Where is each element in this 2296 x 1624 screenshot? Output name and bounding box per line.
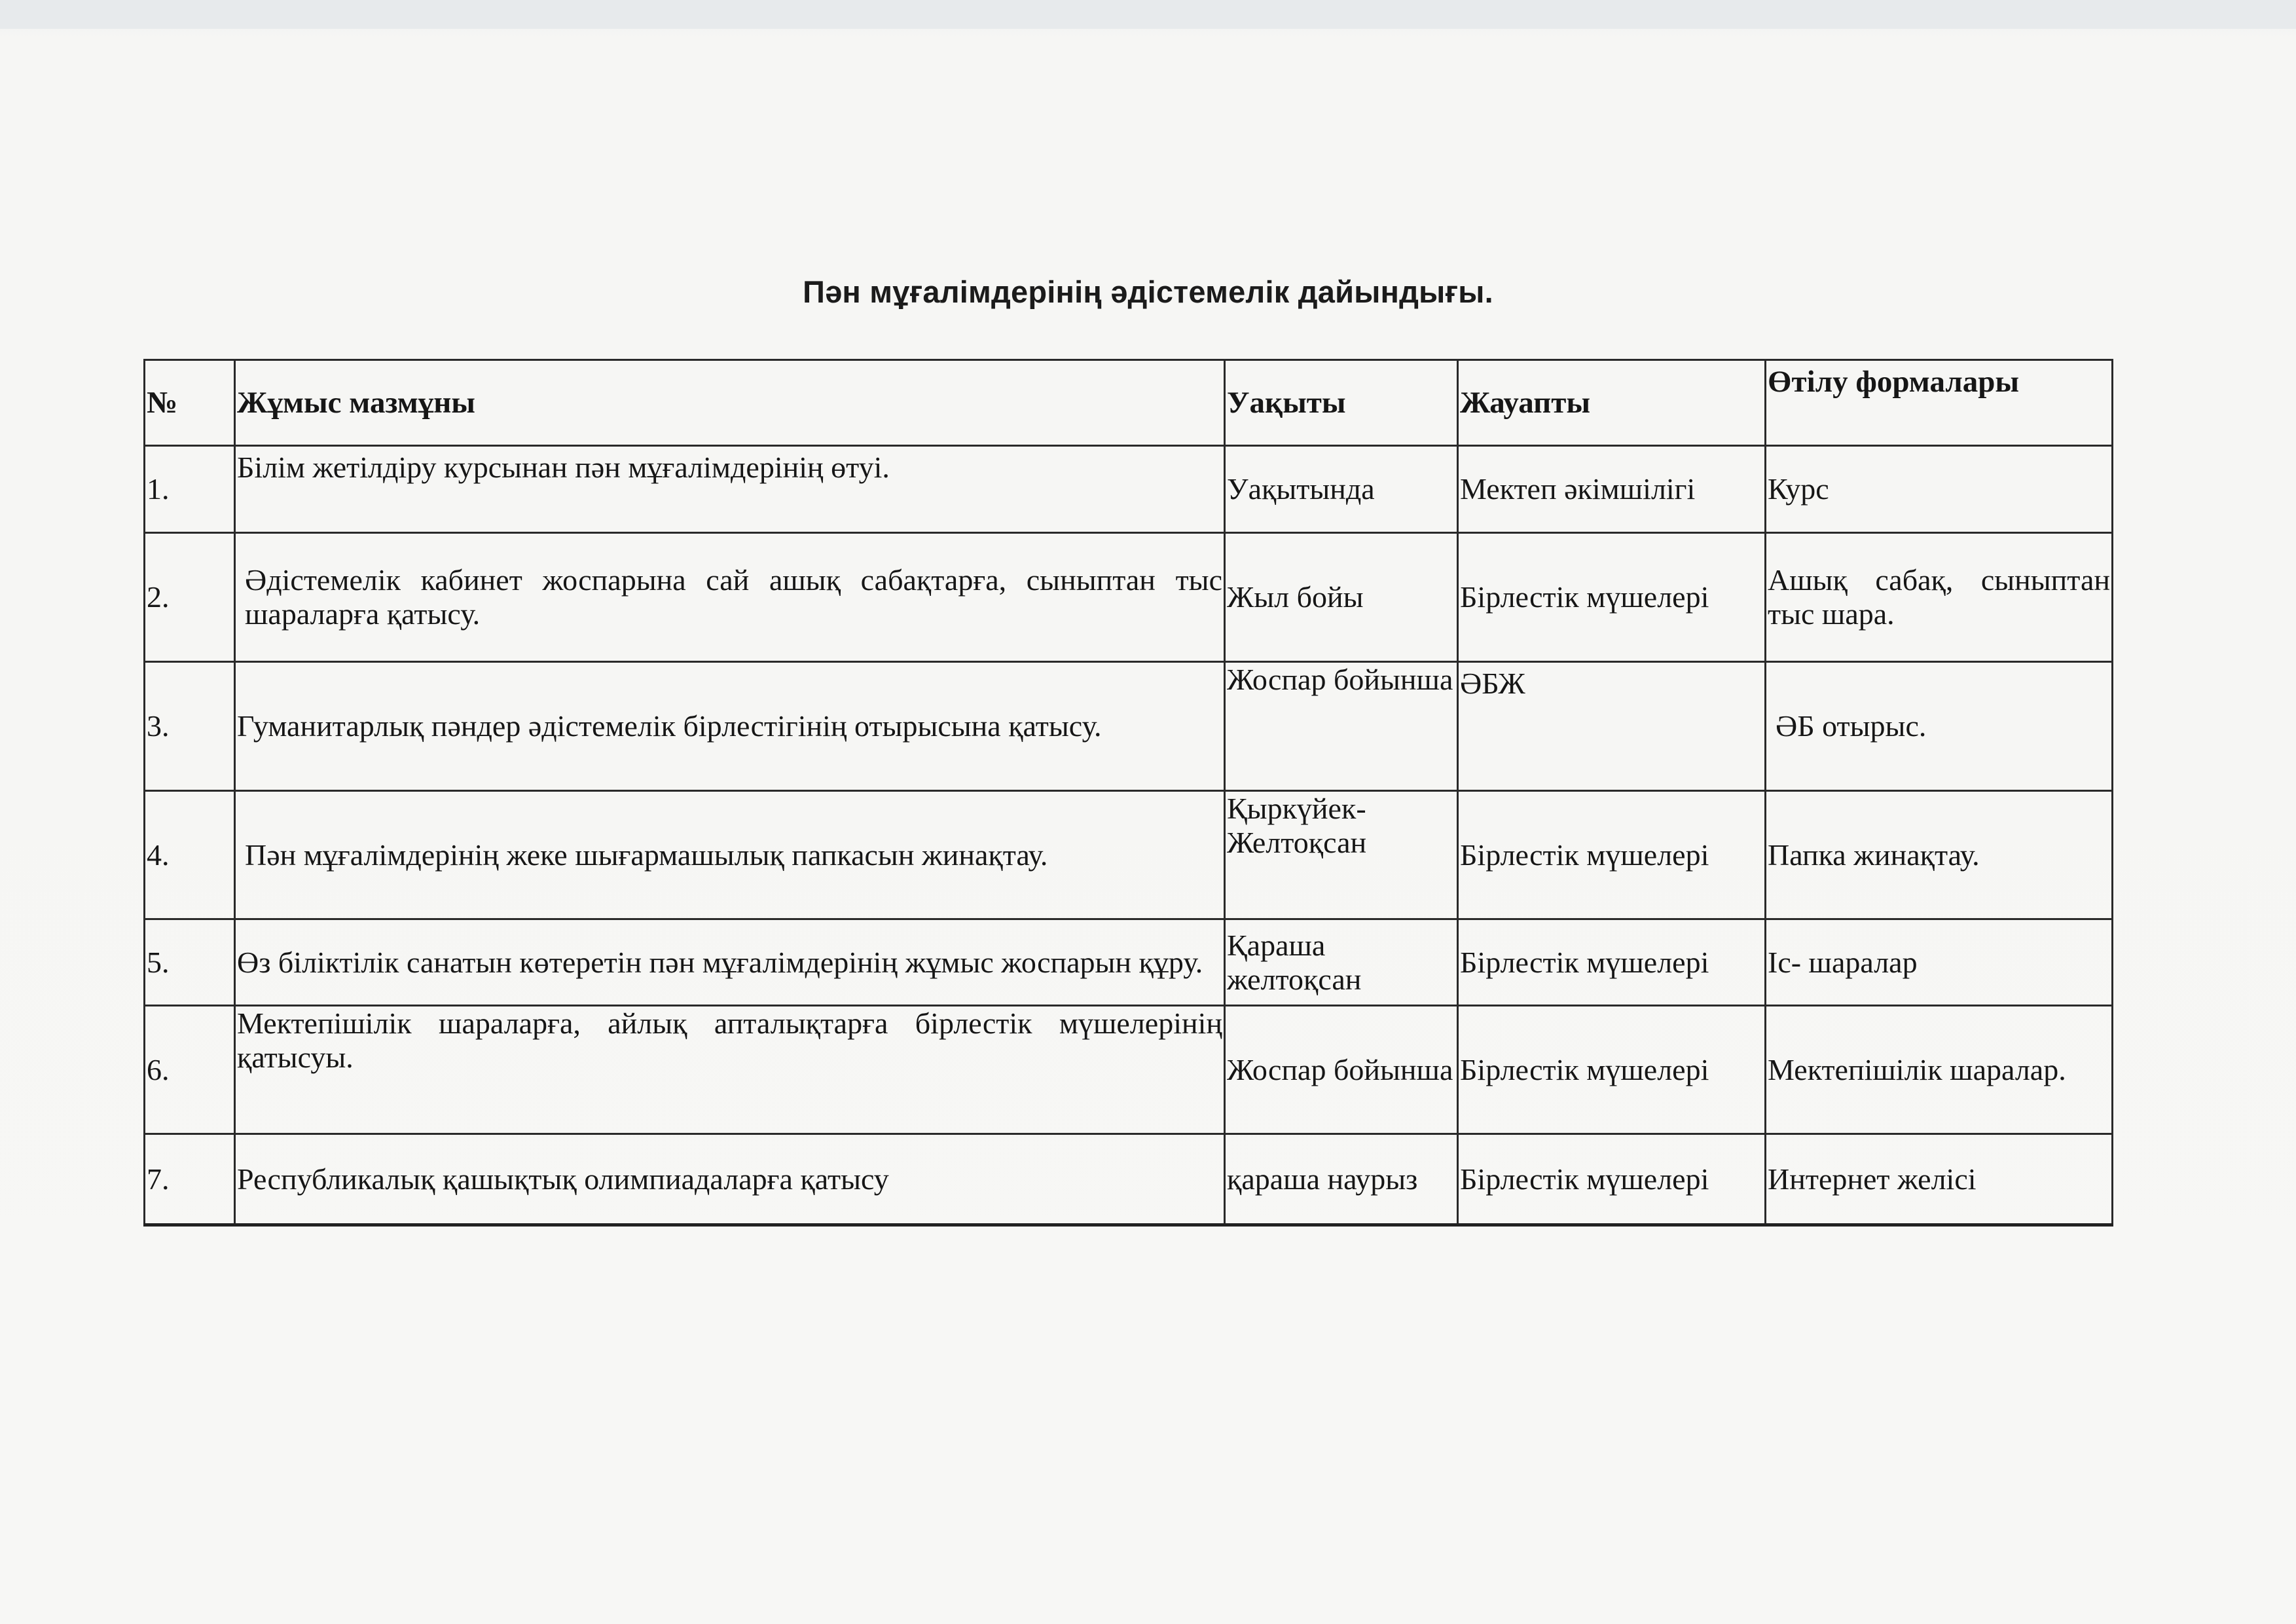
table-row (145, 533, 2113, 662)
cell-time: қараша наурыз (1225, 1134, 1458, 1225)
cell-responsible: Бірлестік мүшелері (1458, 533, 1766, 662)
cell-responsible: Бірлестік мүшелері (1458, 1134, 1766, 1225)
cell-content: Гуманитарлық пәндер әдістемелік бірлестігінің отырысына қатысу. (235, 662, 1225, 791)
table-header-row (145, 360, 2113, 446)
cell-num: 4. (145, 791, 235, 919)
cell-time: Жоспар бойынша (1225, 1006, 1458, 1134)
cell-forms: ӘБ отырыс. (1766, 662, 2113, 791)
cell-content: Әдістемелік кабинет жоспарына сай ашық сабақтарға, сыныптан тыс шараларға қатысу. (235, 533, 1225, 662)
cell-responsible: Бірлестік мүшелері (1458, 919, 1766, 1006)
cell-time: Жыл бойы (1225, 533, 1458, 662)
cell-num: 3. (145, 662, 235, 791)
cell-num: 5. (145, 919, 235, 1006)
cell-time: Қыркүйек- Желтоқсан (1225, 791, 1458, 919)
cell-responsible: Бірлестік мүшелері (1458, 791, 1766, 919)
table-row (145, 791, 2113, 919)
cell-time: Уақытында (1225, 446, 1458, 533)
header-forms: Өтілу формалары (1766, 360, 2113, 446)
table-row (145, 1006, 2113, 1134)
cell-content: Республикалық қашықтық олимпиадаларға қатысу (235, 1134, 1225, 1225)
table-row (145, 919, 2113, 1006)
header-time: Уақыты (1225, 360, 1458, 446)
cell-forms: Мектепішілік шаралар. (1766, 1006, 2113, 1134)
cell-responsible: Бірлестік мүшелері (1458, 1006, 1766, 1134)
cell-num: 7. (145, 1134, 235, 1225)
cell-num: 6. (145, 1006, 235, 1134)
header-num: № (145, 360, 235, 446)
cell-content: Мектепішілік шараларға, айлық апталықтарға бірлестік мүшелерінің қатысуы. (235, 1006, 1225, 1134)
cell-num: 1. (145, 446, 235, 533)
plan-table (143, 359, 2113, 1227)
cell-time: Жоспар бойынша (1225, 662, 1458, 791)
table-row (145, 662, 2113, 791)
cell-content: Өз біліктілік санатын көтеретін пән мұғалімдерінің жұмыс жоспарын құру. (235, 919, 1225, 1006)
cell-num: 2. (145, 533, 235, 662)
cell-forms: Интернет желісі (1766, 1134, 2113, 1225)
document-title: Пән мұғалімдерінің әдістемелік дайындығы. (803, 274, 1493, 309)
cell-content: Білім жетілдіру курсынан пән мұғалімдерінің өтуі. (235, 446, 1225, 533)
cell-content: Пән мұғалімдерінің жеке шығармашылық папкасын жинақтау. (235, 791, 1225, 919)
cell-responsible: ӘБЖ (1458, 662, 1766, 791)
table-row (145, 1134, 2113, 1225)
cell-responsible: Мектеп әкімшілігі (1458, 446, 1766, 533)
scan-edge (0, 0, 2296, 29)
cell-forms: Курс (1766, 446, 2113, 533)
cell-forms: Папка жинақтау. (1766, 791, 2113, 919)
cell-time: Қараша желтоқсан (1225, 919, 1458, 1006)
header-responsible: Жауапты (1458, 360, 1766, 446)
cell-forms: Іс- шаралар (1766, 919, 2113, 1006)
cell-forms: Ашық сабақ, сыныптан тыс шара. (1766, 533, 2113, 662)
table-row (145, 446, 2113, 533)
header-content: Жұмыс мазмұны (235, 360, 1225, 446)
